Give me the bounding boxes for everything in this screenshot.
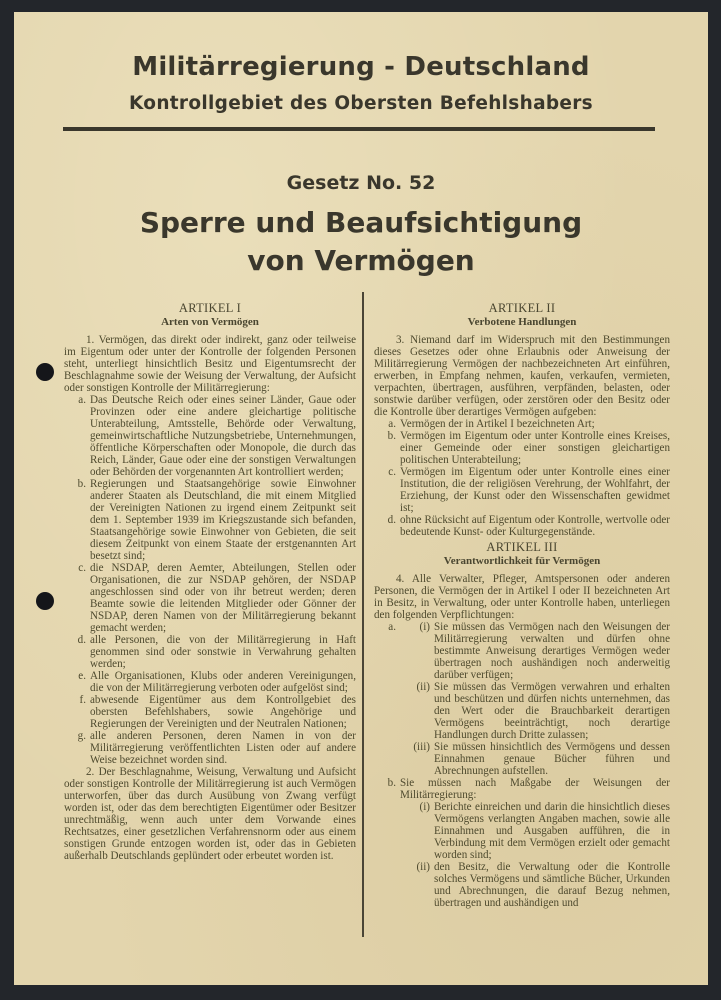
item-text: die NSDAP, deren Aemter, Abteilungen, Stellen oder Organisationen, die zur NSDAP gehören, der NSDAP angeschlossen sind oder von ihr betreut werden; deren Beamte sowie die leitenden Mitglieder oder Gönner der NSDAP, deren Namen von der Militärregierung bekannt gemacht werden; <box>90 562 356 634</box>
list-item <box>374 681 670 741</box>
document-page <box>14 12 708 985</box>
item-label: a. <box>388 418 396 430</box>
item-label: d. <box>387 514 396 526</box>
item-text: Regierungen und Staatsangehörige sowie Einwohner anderer Staaten als Deutschland, die mit einem Mitglied der Vereinigten Nationen zu irgend einem Zeitpunkt seit dem 1. September 1939 im Kriegszustande sich befanden, Staatsangehörige sowie Einwohner von Gebieten, die seit diesem Zeitpunkt von einem Staate der erstgenannten Art besetzt sind; <box>90 478 356 562</box>
list-item <box>64 634 356 670</box>
column-divider <box>362 292 364 937</box>
item-label: d. <box>77 634 86 646</box>
list-item <box>374 621 670 681</box>
item-label: (ii) <box>416 861 430 873</box>
item-text: Alle Organisationen, Klubs oder anderen Vereinigungen, die von der Militärregierung verboten oder aufgelöst sind; <box>90 670 356 694</box>
item-text: Vermögen im Eigentum oder unter Kontrolle eines einer Institution, die der religiösen Verehrung, der Wohlfahrt, der Erziehung, der Kunst oder den Wissenschaften gewidmet ist; <box>400 466 670 514</box>
list-item <box>374 466 670 514</box>
list-item <box>64 694 356 730</box>
item-group-label <box>374 681 400 741</box>
item-label: c. <box>388 466 396 478</box>
paragraph-1: 1. Vermögen, das direkt oder indirekt, ganz oder teilweise im Eigentum oder unter der Kontrolle der folgenden Personen steht, unterliegt hinsichtlich Besitz und Eigentumsrecht der Beschlagnahme sowie der Weisung der Verwaltung, der Aufsicht oder sonstigen Kontrolle der Militärregierung: <box>64 334 356 394</box>
header-divider <box>63 127 655 131</box>
paragraph-4: 4. Alle Verwalter, Pfleger, Amtspersonen oder anderen Personen, die Vermögen der in Artikel I oder II bezeichneten Art in Besitz, in Verwaltung, oder unter Kontrolle haben, unterliegen den folgenden Verpflichtungen: <box>374 573 670 621</box>
item-text: Vermögen im Eigentum oder unter Kontrolle eines Kreises, einer Gemeinde oder einer sonstigen gleichartigen politischen Unterabteilung; <box>400 430 670 466</box>
item-group-label <box>374 801 400 861</box>
article-heading: ARTIKEL I <box>178 301 242 315</box>
item-text: abwesende Eigentümer aus dem Kontrollgebiet des obersten Befehlshabers, sowie Angehörige und Regierungen der Vereinigten und der Neutralen Nationen; <box>90 694 356 730</box>
list-item <box>64 670 356 694</box>
document-subtitle: Kontrollgebiet des Obersten Befehlshabers <box>129 93 593 114</box>
item-group-label <box>374 861 400 909</box>
item-label: c. <box>78 562 86 574</box>
list-item <box>64 730 356 766</box>
list-item <box>64 478 356 562</box>
obligation-b <box>374 777 670 801</box>
article-2-items <box>374 418 670 538</box>
list-item <box>64 394 356 478</box>
item-text: Das Deutsche Reich oder eines seiner Länder, Gaue oder Provinzen oder eine andere gleichartige politische Unterabteilung, Amtsstelle, Behörde oder Verwaltung, gemeinwirtschaftliche Nutzungsbetriebe, Unternehmungen, öffentliche Körperschaften oder Monopole, die durch das Reich, Länder, Gaue oder eine der sonstigen Verwaltungen oder Behörden der vorgenannten Art kontrolliert werden; <box>90 394 356 478</box>
item-text: alle anderen Personen, deren Namen in von der Militärregierung veröffentlichten Listen oder auf andere Weise bezeichnet worden sind. <box>90 730 356 766</box>
list-item <box>374 514 670 538</box>
law-number: Gesetz No. 52 <box>286 172 436 194</box>
item-label: g. <box>77 730 86 742</box>
item-label: (i) <box>419 801 430 813</box>
item-label: b. <box>387 430 396 442</box>
article-1-items <box>64 394 356 766</box>
item-text: alle Personen, die von der Militärregierung in Haft genommen sind oder sonstwie in Verwahrung gehalten werden; <box>90 634 356 670</box>
item-label: (i) <box>419 621 430 633</box>
item-label: a. <box>78 394 86 406</box>
article-subheading: Verantwortlichkeit für Vermögen <box>443 555 601 567</box>
item-label: f. <box>79 694 86 706</box>
item-text: ohne Rücksicht auf Eigentum oder Kontrolle, wertvolle oder bedeutende Kunst- oder Kulturgegenstände. <box>400 514 670 538</box>
item-text: Sie müssen das Vermögen verwahren und erhalten und beschützen und dürfen nichts unternehmen, das den Wert oder die Brauchbarkeit derartigen Vermögens beeinträchtigt, noch derartige Handlungen durch Dritte zulassen; <box>434 681 670 741</box>
list-item <box>374 741 670 777</box>
list-item <box>374 801 670 861</box>
article-subheading: Verbotene Handlungen <box>467 316 577 328</box>
item-label: e. <box>78 670 86 682</box>
law-title-line1: Sperre und Beaufsichtigung <box>139 206 583 239</box>
item-text: Sie müssen das Vermögen nach den Weisungen der Militärregierung verwalten und dürfen ohne bestimmte Anweisung derartiges Vermögen weder übertragen noch aushändigen noch anderweitig darüber verfügen; <box>434 621 670 681</box>
list-item <box>374 430 670 466</box>
left-column <box>64 302 356 862</box>
item-text: Sie müssen hinsichtlich des Vermögens und dessen Einnahmen genaue Bücher führen und Abrechnungen aufstellen. <box>434 741 670 777</box>
item-text: den Besitz, die Verwaltung oder die Kontrolle solches Vermögens und sämtliche Bücher, Urkunden und Abrechnungen, die darauf Bezug nehmen, übertragen und aushändigen und <box>434 861 670 909</box>
item-group-label <box>374 741 400 777</box>
paragraph-2: 2. Der Beschlagnahme, Weisung, Verwaltung und Aufsicht oder sonstigen Kontrolle der Militärregierung ist auch Vermögen unterworfen, über das durch Ausübung von Zwang verfügt worden ist, oder das dem berechtigten Eigentümer oder Besitzer unrechtmäßig, wenn auch unter dem Vorwande eines Rechtsatzes, einer gesetzlichen Verfahrensnorm oder aus einem sonstigen Grunde entzogen worden ist, oder das in Gebieten außerhalb Deutschlands geplündert oder erbeutet worden ist. <box>64 766 356 862</box>
article-heading: ARTIKEL II <box>488 301 556 315</box>
item-group-label: a. <box>388 621 396 633</box>
obligation-a-items <box>374 621 670 777</box>
item-text: Vermögen der in Artikel I bezeichneten Art; <box>400 418 595 430</box>
right-column <box>374 302 670 909</box>
punch-hole <box>36 592 54 610</box>
item-label: b. <box>77 478 86 490</box>
obligation-b-items <box>374 801 670 909</box>
document-title: Militärregierung - Deutschland <box>132 52 590 82</box>
law-title-line2: von Vermögen <box>247 244 475 277</box>
list-item <box>374 861 670 909</box>
item-text: Berichte einreichen und darin die hinsichtlich dieses Vermögens verlangten Angaben machen, sowie alle Einnahmen und Ausgaben aufführen, die in Verbindung mit dem Vermögen erzielt oder gemacht worden sind; <box>434 801 670 861</box>
list-item <box>64 562 356 634</box>
paragraph-3: 3. Niemand darf im Widerspruch mit den Bestimmungen dieses Gesetzes oder ohne Erlaubnis oder Anweisung der Militärregierung Vermögen der nachbezeichneten Art einführen, erwerben, in Empfang nehmen, kaufen, verkaufen, vermieten, verpachten, übertragen, ausführen, verpfänden, belasten, oder sonstwie darüber verfügen, oder zerstören oder den Besitz oder die Kontrolle über derartiges Vermögen aufgeben: <box>374 334 670 418</box>
item-text: Sie müssen nach Maßgabe der Weisungen der Militärregierung: <box>400 777 670 801</box>
list-item <box>374 418 670 430</box>
item-label: (iii) <box>413 741 430 753</box>
item-label: (ii) <box>416 681 430 693</box>
article-subheading: Arten von Vermögen <box>161 316 259 328</box>
article-heading: ARTIKEL III <box>486 540 558 554</box>
punch-hole <box>36 363 54 381</box>
item-label: b. <box>387 777 396 789</box>
